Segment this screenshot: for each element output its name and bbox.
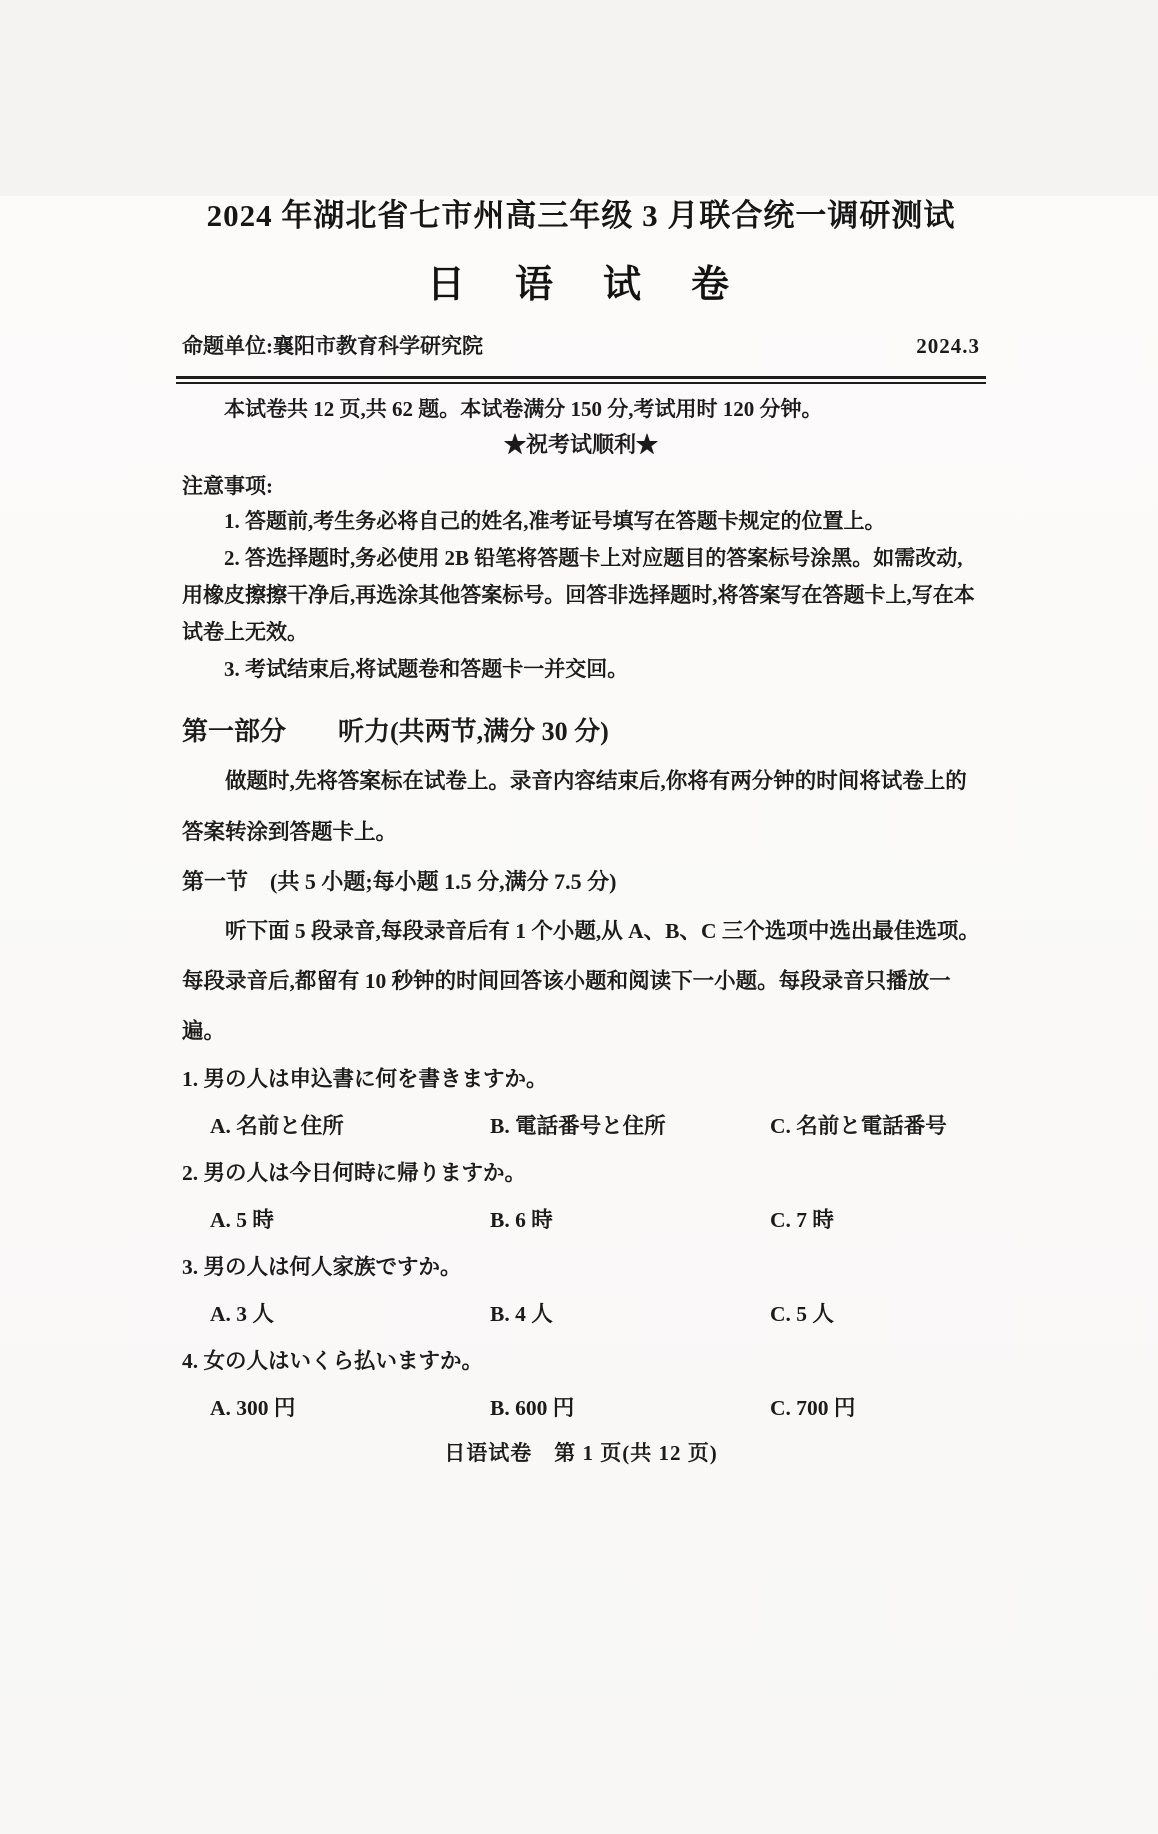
notice-item-1: 1. 答题前,考生务必将自己的姓名,准考证号填写在答题卡规定的位置上。 [224, 509, 886, 533]
option-a: A. 5 時 [210, 1208, 274, 1232]
exam-date: 2024.3 [916, 334, 980, 358]
option-c: C. 700 円 [770, 1396, 856, 1420]
option-a: A. 名前と住所 [210, 1114, 344, 1138]
option-b: B. 6 時 [490, 1208, 553, 1232]
option-b: B. 600 円 [490, 1396, 575, 1420]
exam-subject-title: 日 语 试 卷 [426, 264, 735, 306]
page-footer: 日语试卷 第 1 页(共 12 页) [444, 1441, 718, 1465]
option-c: C. 5 人 [770, 1302, 834, 1326]
part1-heading: 第一部分 听力(共两节,满分 30 分) [182, 717, 609, 746]
option-b: B. 4 人 [490, 1302, 553, 1326]
part1-intro: 做题时,先将答案标在试卷上。录音内容结束后,你将有两分钟的时间将试卷上的答案转涂到答题卡上。 [182, 769, 967, 844]
options-row [182, 1197, 980, 1244]
page-title: 2024 年湖北省七市州高三年级 3 月联合统一调研测试 [206, 198, 956, 233]
question-number: 1. [182, 1067, 199, 1091]
option-a: A. 3 人 [210, 1302, 274, 1326]
question-number: 3. [182, 1255, 199, 1279]
question-block-1 [182, 1056, 980, 1150]
question-block-3 [182, 1244, 980, 1338]
notice-item-3: 3. 考试结束后,将试题卷和答题卡一并交回。 [224, 657, 629, 681]
question-number: 2. [182, 1161, 199, 1185]
blessing-line: ★祝考试顺利★ [503, 432, 658, 457]
section1-instructions: 听下面 5 段录音,每段录音后有 1 个小题,从 A、B、C 三个选项中选出最佳选项。每段录音后,都留有 10 秒钟的时间回答该小题和阅读下一小题。每段录音只播放一遍。 [182, 919, 980, 1043]
divider-double-rule [176, 376, 986, 384]
question-body: 男の人は申込書に何を書きますか。 [203, 1067, 548, 1091]
question-text [182, 1338, 980, 1385]
question-body: 男の人は何人家族ですか。 [203, 1255, 462, 1279]
options-row [182, 1103, 980, 1150]
question-number: 4. [182, 1349, 199, 1373]
exam-paper-page [0, 196, 1158, 1834]
question-text [182, 1056, 980, 1103]
question-block-2 [182, 1150, 980, 1244]
option-c: C. 名前と電話番号 [770, 1114, 947, 1138]
option-b: B. 電話番号と住所 [490, 1114, 666, 1138]
options-row [182, 1291, 980, 1338]
exam-summary-line: 本试卷共 12 页,共 62 题。本试卷满分 150 分,考试用时 120 分钟。 [224, 397, 823, 421]
option-a: A. 300 円 [210, 1396, 296, 1420]
section1-heading: 第一节 (共 5 小题;每小题 1.5 分,满分 7.5 分) [182, 869, 617, 894]
issuer-line: 命题单位:襄阳市教育科学研究院 [182, 334, 483, 358]
question-block-4 [182, 1338, 980, 1432]
option-c: C. 7 時 [770, 1208, 834, 1232]
question-text [182, 1150, 980, 1197]
options-row [182, 1385, 980, 1432]
question-body: 女の人はいくら払いますか。 [203, 1349, 484, 1373]
meta-row [182, 332, 980, 360]
question-text [182, 1244, 980, 1291]
notice-item-2: 2. 答选择题时,务必使用 2B 铅笔将答题卡上对应题目的答案标号涂黑。如需改动,用橡皮擦擦干净后,再选涂其他答案标号。回答非选择题时,将答案写在答题卡上,写在本试卷上无效。 [182, 546, 975, 644]
question-body: 男の人は今日何時に帰りますか。 [203, 1161, 527, 1185]
notice-title: 注意事项: [182, 474, 273, 498]
